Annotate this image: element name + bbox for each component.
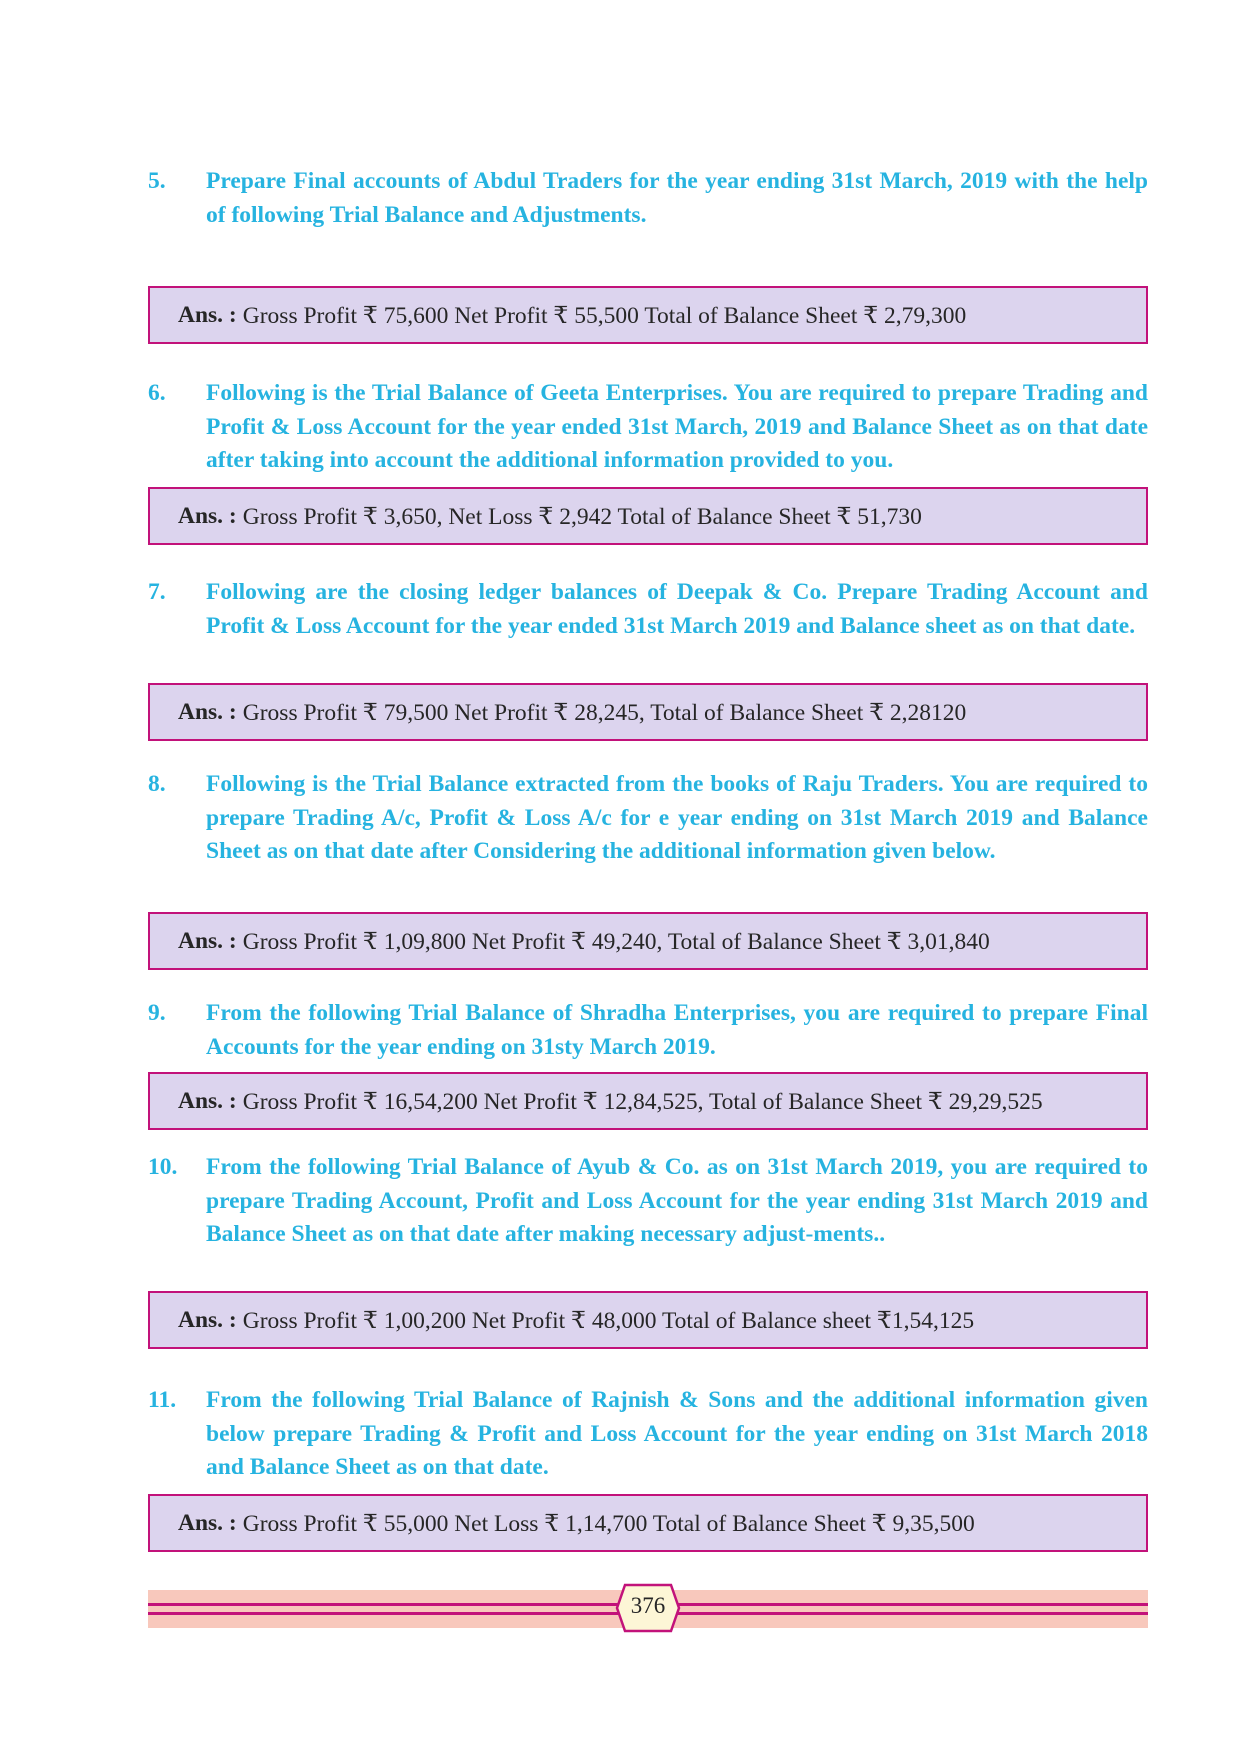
answer-label: Ans. : <box>178 301 237 328</box>
page-footer <box>148 1590 1148 1628</box>
question-text: Following is the Trial Balance of Geeta Enterprises. You are required to prepare Trading and Profit & Loss Account for the year ended 31st March, 2019 and Balance Sheet as on that date after taking into account the additional information provided to you. <box>206 380 1148 473</box>
answer-box-10 <box>148 1291 1148 1349</box>
question-number: 9. <box>148 1000 166 1026</box>
question-6 <box>148 377 1148 478</box>
answer-text: Gross Profit ₹ 79,500 Net Profit ₹ 28,245, Total of Balance Sheet ₹ 2,28120 <box>242 699 967 726</box>
question-text: From the following Trial Balance of Ayub & Co. as on 31st March 2019, you are required to prepare Trading Account, Profit and Loss Account for the year ending 31st March 2019 and Balance Sheet as on that date after making necessary adjust-ments.. <box>206 1154 1148 1247</box>
question-number: 6. <box>148 380 166 406</box>
question-text: Prepare Final accounts of Abdul Traders for the year ending 31st March, 2019 with the help of following Trial Balance and Adjustments. <box>206 168 1148 228</box>
question-10 <box>148 1151 1148 1252</box>
answer-text: Gross Profit ₹ 16,54,200 Net Profit ₹ 12,84,525, Total of Balance Sheet ₹ 29,29,525 <box>242 1088 1043 1115</box>
question-text: Following are the closing ledger balances of Deepak & Co. Prepare Trading Account and Profit & Loss Account for the year ended 31st March 2019 and Balance sheet as on that date. <box>206 579 1148 639</box>
question-number: 7. <box>148 579 166 605</box>
question-text: From the following Trial Balance of Shradha Enterprises, you are required to prepare Final Accounts for the year ending on 31sty March 2019. <box>206 1000 1148 1060</box>
answer-box-11 <box>148 1494 1148 1552</box>
answer-box-9 <box>148 1072 1148 1130</box>
question-number: 5. <box>148 168 166 194</box>
question-9 <box>148 997 1148 1064</box>
answer-label: Ans. : <box>178 1509 237 1536</box>
question-5 <box>148 165 1148 232</box>
question-number: 11. <box>148 1387 177 1413</box>
answer-box-5 <box>148 286 1148 344</box>
question-7 <box>148 576 1148 643</box>
answer-label: Ans. : <box>178 698 237 725</box>
question-number: 8. <box>148 771 166 797</box>
answer-text: Gross Profit ₹ 75,600 Net Profit ₹ 55,500 Total of Balance Sheet ₹ 2,79,300 <box>242 302 967 329</box>
answer-box-6 <box>148 487 1148 545</box>
answer-label: Ans. : <box>178 1306 237 1333</box>
question-number: 10. <box>148 1154 178 1180</box>
answer-label: Ans. : <box>178 1087 237 1114</box>
question-text: Following is the Trial Balance extracted from the books of Raju Traders. You are required to prepare Trading A/c, Profit & Loss A/c for e year ending on 31st March 2019 and Balance Sheet as on that date after Considering the additional information given below. <box>206 771 1148 864</box>
question-11 <box>148 1384 1148 1485</box>
answer-text: Gross Profit ₹ 3,650, Net Loss ₹ 2,942 Total of Balance Sheet ₹ 51,730 <box>242 503 922 530</box>
answer-text: Gross Profit ₹ 55,000 Net Loss ₹ 1,14,700 Total of Balance Sheet ₹ 9,35,500 <box>242 1510 975 1537</box>
question-text: From the following Trial Balance of Rajnish & Sons and the additional information given below prepare Trading & Profit and Loss Account for the year ending on 31st March 2018 and Balance Sheet as on that date. <box>206 1387 1148 1480</box>
question-8 <box>148 768 1148 869</box>
answer-text: Gross Profit ₹ 1,09,800 Net Profit ₹ 49,240, Total of Balance Sheet ₹ 3,01,840 <box>242 928 990 955</box>
page-number: 376 <box>630 1593 666 1618</box>
answer-label: Ans. : <box>178 927 237 954</box>
answer-label: Ans. : <box>178 502 237 529</box>
answer-text: Gross Profit ₹ 1,00,200 Net Profit ₹ 48,000 Total of Balance sheet ₹1,54,125 <box>242 1307 975 1334</box>
answer-box-8 <box>148 912 1148 970</box>
answer-box-7 <box>148 683 1148 741</box>
